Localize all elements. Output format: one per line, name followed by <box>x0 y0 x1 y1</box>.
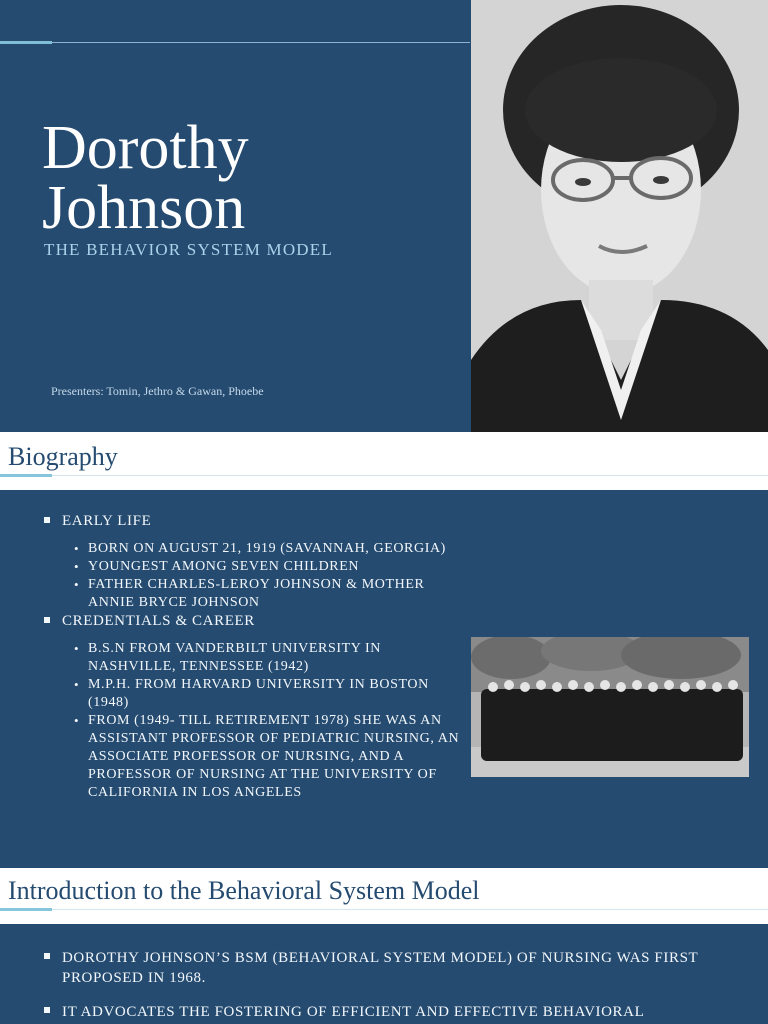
intro-title: Introduction to the Behavioral System Model <box>8 876 480 905</box>
list-item-text: DOROTHY JOHNSON’S BSM (BEHAVIORAL SYSTEM MODEL) OF NURSING WAS FIRST PROPOSED IN 1968. <box>62 950 699 986</box>
graduation-illustration <box>471 637 749 777</box>
header-divider-line <box>0 909 768 910</box>
intro-slide <box>0 868 768 1024</box>
header-accent-bar <box>0 908 52 911</box>
biography-title: Biography <box>8 442 118 471</box>
section-early-life <box>0 512 470 612</box>
intro-list <box>0 948 740 1024</box>
section-label: CREDENTIALS & CAREER <box>62 613 255 629</box>
list-item: • FROM (1949- TILL RETIREMENT 1978) SHE WAS AN ASSISTANT PROFESSOR OF PEDIATRIC NURSING, AN ASSOCIATE PROFESSOR OF NURSING, AND A PROFESSOR OF NURSING AT THE UNIVERSITY OF CALIFORNIA IN LOS ANGELES <box>62 712 470 802</box>
title-accent-bar <box>0 41 52 44</box>
list-item-text: IT ADVOCATES THE FOSTERING OF EFFICIENT AND EFFECTIVE BEHAVIORAL <box>62 1004 645 1020</box>
list-item: • YOUNGEST AMONG SEVEN CHILDREN <box>62 558 470 576</box>
list-item: • M.P.H. FROM HARVARD UNIVERSITY IN BOSTON (1948) <box>62 676 470 712</box>
portrait-illustration <box>471 0 768 432</box>
slide-subtitle: THE BEHAVIOR SYSTEM MODEL <box>44 240 333 259</box>
presenters-line: Presenters: Tomin, Jethro & Gawan, Phoebe <box>51 384 264 398</box>
list-item: • BORN ON AUGUST 21, 1919 (SAVANNAH, GEORGIA) <box>62 540 470 558</box>
header-accent-bar <box>0 474 52 477</box>
title-line-2: Johnson <box>42 174 246 242</box>
biography-header <box>0 432 768 490</box>
biography-slide <box>0 432 768 868</box>
intro-header <box>0 868 768 924</box>
list-item: • B.S.N FROM VANDERBILT UNIVERSITY IN NASHVILLE, TENNESSEE (1942) <box>62 640 470 676</box>
section-label: EARLY LIFE <box>62 513 152 529</box>
title-line-1: Dorothy <box>42 114 249 182</box>
biography-list <box>0 512 470 802</box>
section-credentials <box>0 612 470 802</box>
list-item <box>0 1002 740 1022</box>
portrait-photo <box>471 0 768 432</box>
list-item <box>0 948 740 988</box>
slide-title <box>42 114 249 242</box>
title-divider-line <box>0 42 470 43</box>
header-divider-line <box>0 475 768 476</box>
title-slide <box>0 0 768 432</box>
graduation-photo <box>471 637 749 777</box>
list-item: • FATHER CHARLES-LEROY JOHNSON & MOTHER ANNIE BRYCE JOHNSON <box>62 576 470 612</box>
